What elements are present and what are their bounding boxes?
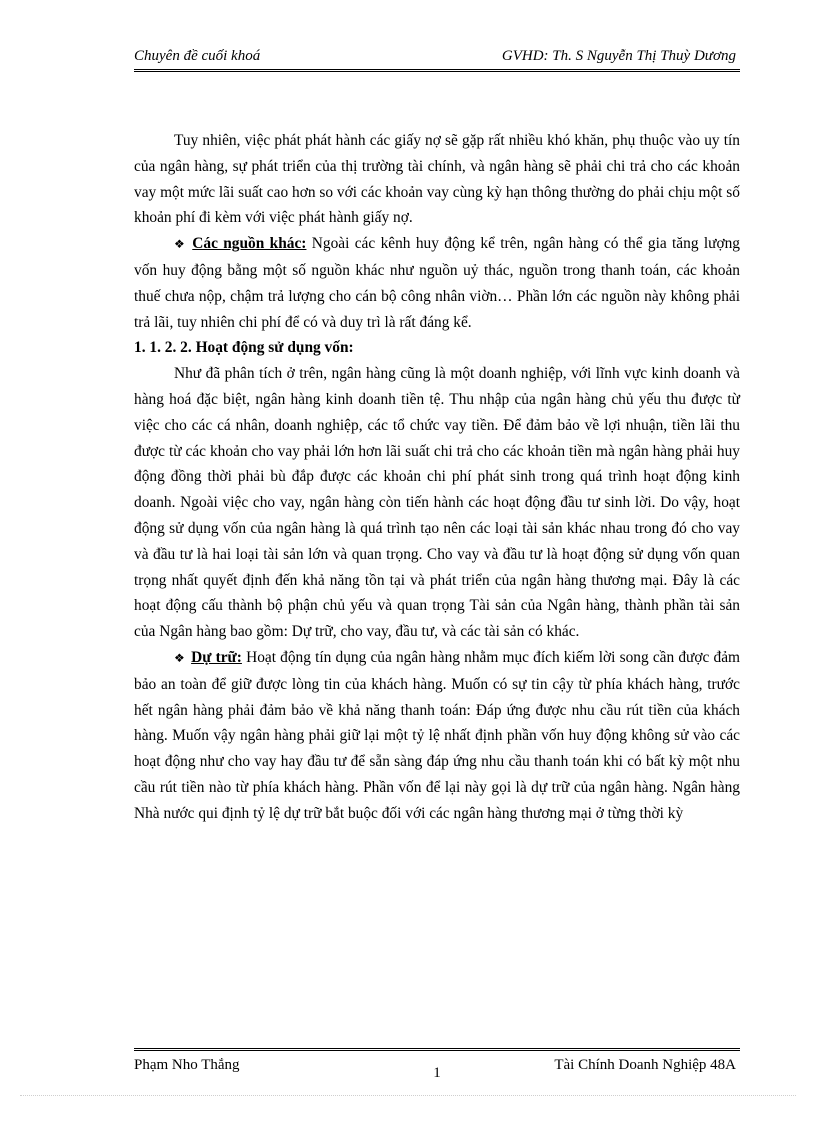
other-sources-text: Ngoài các kênh huy động kể trên, ngân hàng có thể gia tăng lượng vốn huy động bằng một số nguồn khác như nguồn uỷ thác, nguồn trong thanh toán, các khoản thuế chưa nộp, chậm trả lượng cho cán bộ công nhân viờn… Phần lớn các nguồn này không phải trả lãi, tuy nhiên chi phí để có và duy trì là rất đáng kể. [134, 235, 741, 331]
page-footer [134, 1057, 740, 1079]
page-header [134, 48, 740, 68]
footer-author: Phạm Nho Thắng [134, 1057, 240, 1073]
page-number: 1 [433, 1065, 441, 1081]
header-rule [134, 69, 740, 72]
document-body [134, 128, 740, 827]
paragraph-capital-use: Như đã phân tích ở trên, ngân hàng cũng là một doanh nghiệp, với lĩnh vực kinh doanh và hàng hoá đặc biệt, ngân hàng kinh doanh tiền tệ. Thu nhập của ngân hàng chủ yếu thu được từ việc cho các cá nhân, doanh nghiệp, các tổ chức vay tiền. Để đảm bảo về lợi nhuận, tiền lãi thu được từ các khoản cho vay phải lớn hơn lãi suất chi trả cho các khoản tiền mà ngân hàng phải huy động đồng thời phải bù đắp được các khoản chi phí phát sinh trong quá trình hoạt động kinh doanh. Ngoài việc cho vay, ngân hàng còn tiến hành các hoạt động đầu tư sinh lời. Do vậy, hoạt động sử dụng vốn của ngân hàng là quá trình tạo nên các loại tài sản khác nhau trong đó cho vay và đầu tư là hai loại tài sản lớn và quan trọng. Cho vay và đầu tư là hoạt động sử dụng vốn quan trọng nhất quyết định đến khả năng tồn tại và phát triển của ngân hàng thương mại. Đây là các hoạt động cấu thành bộ phận chủ yếu và quan trọng Tài sản của Ngân hàng, thành phần tài sản của Ngân hàng bao gồm: Dự trữ, cho vay, đầu tư, và các tài sản có khác. [134, 365, 740, 641]
paragraph-reserves [134, 645, 740, 827]
footer-class: Tài Chính Doanh Nghiệp 48A [554, 1057, 736, 1073]
page-boundary [20, 1095, 796, 1096]
diamond-bullet-icon: ❖ [174, 650, 186, 665]
paragraph-debt-issuance: Tuy nhiên, việc phát phát hành các giấy nợ sẽ gặp rất nhiều khó khăn, phụ thuộc vào uy tín của ngân hàng, sự phát triển của thị trường tài chính, và ngân hàng sẽ phải chi trả cho các khoản vay một mức lãi suất cao hơn so với các khoản vay cùng kỳ hạn thông thường do phải chịu một số khoản phí đi kèm với việc phát hành giấy nợ. [134, 132, 740, 227]
reserves-text: Hoạt động tín dụng của ngân hàng nhằm mục đích kiếm lời song cần được đảm bảo an toàn để giữ được lòng tin của khách hàng. Muốn có sự tin cậy từ phía khách hàng, trước hết ngân hàng phải đảm bảo về khả năng thanh toán: Đáp ứng được nhu cầu rút tiền của khách hàng. Muốn vậy ngân hàng phải giữ lại một tỷ lệ nhất định phần vốn huy động không sử vào các hoạt động như cho vay hay đầu tư để sẵn sàng đáp ứng nhu cầu thanh toán khi có bất kỳ một nhu cầu rút tiền nào từ phía khách hàng. Phần vốn để lại này gọi là dự trữ của ngân hàng. Ngân hàng Nhà nước qui định tỷ lệ dự trữ bắt buộc đối với các ngân hàng thương mại ở từng thời kỳ [134, 648, 741, 822]
diamond-bullet-icon: ❖ [174, 237, 187, 252]
paragraph-other-sources [134, 231, 740, 335]
footer-rule [134, 1048, 740, 1051]
other-sources-label: Các nguồn khác: [192, 235, 307, 253]
section-heading: 1. 1. 2. 2. Hoạt động sử dụng vốn: [134, 339, 354, 357]
header-advisor: GVHD: Th. S Nguyễn Thị Thuỳ Dương [501, 48, 736, 64]
reserves-label: Dự trữ: [191, 648, 242, 666]
header-title: Chuyên đề cuối khoá [134, 48, 261, 64]
